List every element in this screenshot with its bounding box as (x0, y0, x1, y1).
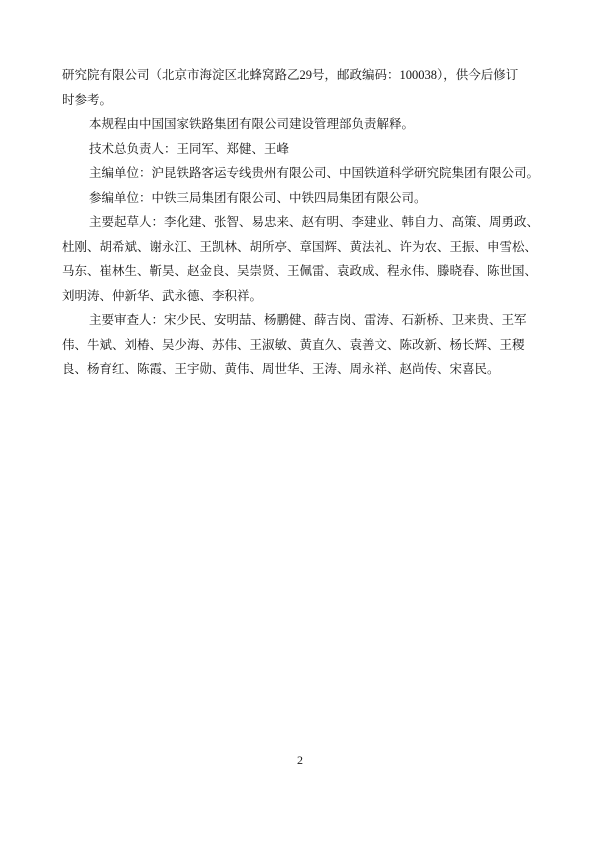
text-line: 时参考。 (62, 92, 113, 107)
text-line: 主要起草人：李化建、张智、易忠来、赵有明、李建业、韩自力、高策、周勇政、 (89, 215, 540, 229)
text-line: 研究院有限公司（北京市海淀区北蜂窝路乙29号，邮政编码：100038），供今后修订 (62, 68, 519, 82)
text-line: 技术总负责人：王同军、郑健、王峰 (89, 141, 290, 156)
text-line: 马东、崔林生、靳昊、赵金良、吴崇贤、王佩雷、袁政成、程永伟、滕晓春、陈世国、 (62, 264, 538, 278)
text-line: 参编单位：中铁三局集团有限公司、中铁四局集团有限公司。 (89, 190, 427, 205)
text-line: 刘明涛、仲新华、武永德、李积祥。 (62, 288, 263, 303)
text-line: 良、杨育红、陈霞、王宇勋、黄伟、周世华、王涛、周永祥、赵尚传、宋喜民。 (62, 362, 500, 376)
text-line: 主要审查人：宋少民、安明喆、杨鹏健、薛吉岗、雷涛、石新桥、卫来贵、王军 (89, 313, 527, 327)
text-line: 伟、牛斌、刘椿、吴少海、苏伟、王淑敏、黄直久、袁善文、陈改新、杨长辉、王稷 (62, 337, 525, 352)
page-number: 2 (297, 753, 303, 767)
text-line: 本规程由中国国家铁路集团有限公司建设管理部负责解释。 (89, 117, 415, 131)
text-line: 主编单位：沪昆铁路客运专线贵州有限公司、中国铁道科学研究院集团有限公司。 (89, 166, 540, 180)
text-line: 杜刚、胡希斌、谢永江、王凯林、胡所亭、章国辉、黄法礼、许为农、王振、申雪松、 (62, 239, 538, 254)
page-body (62, 63, 540, 382)
